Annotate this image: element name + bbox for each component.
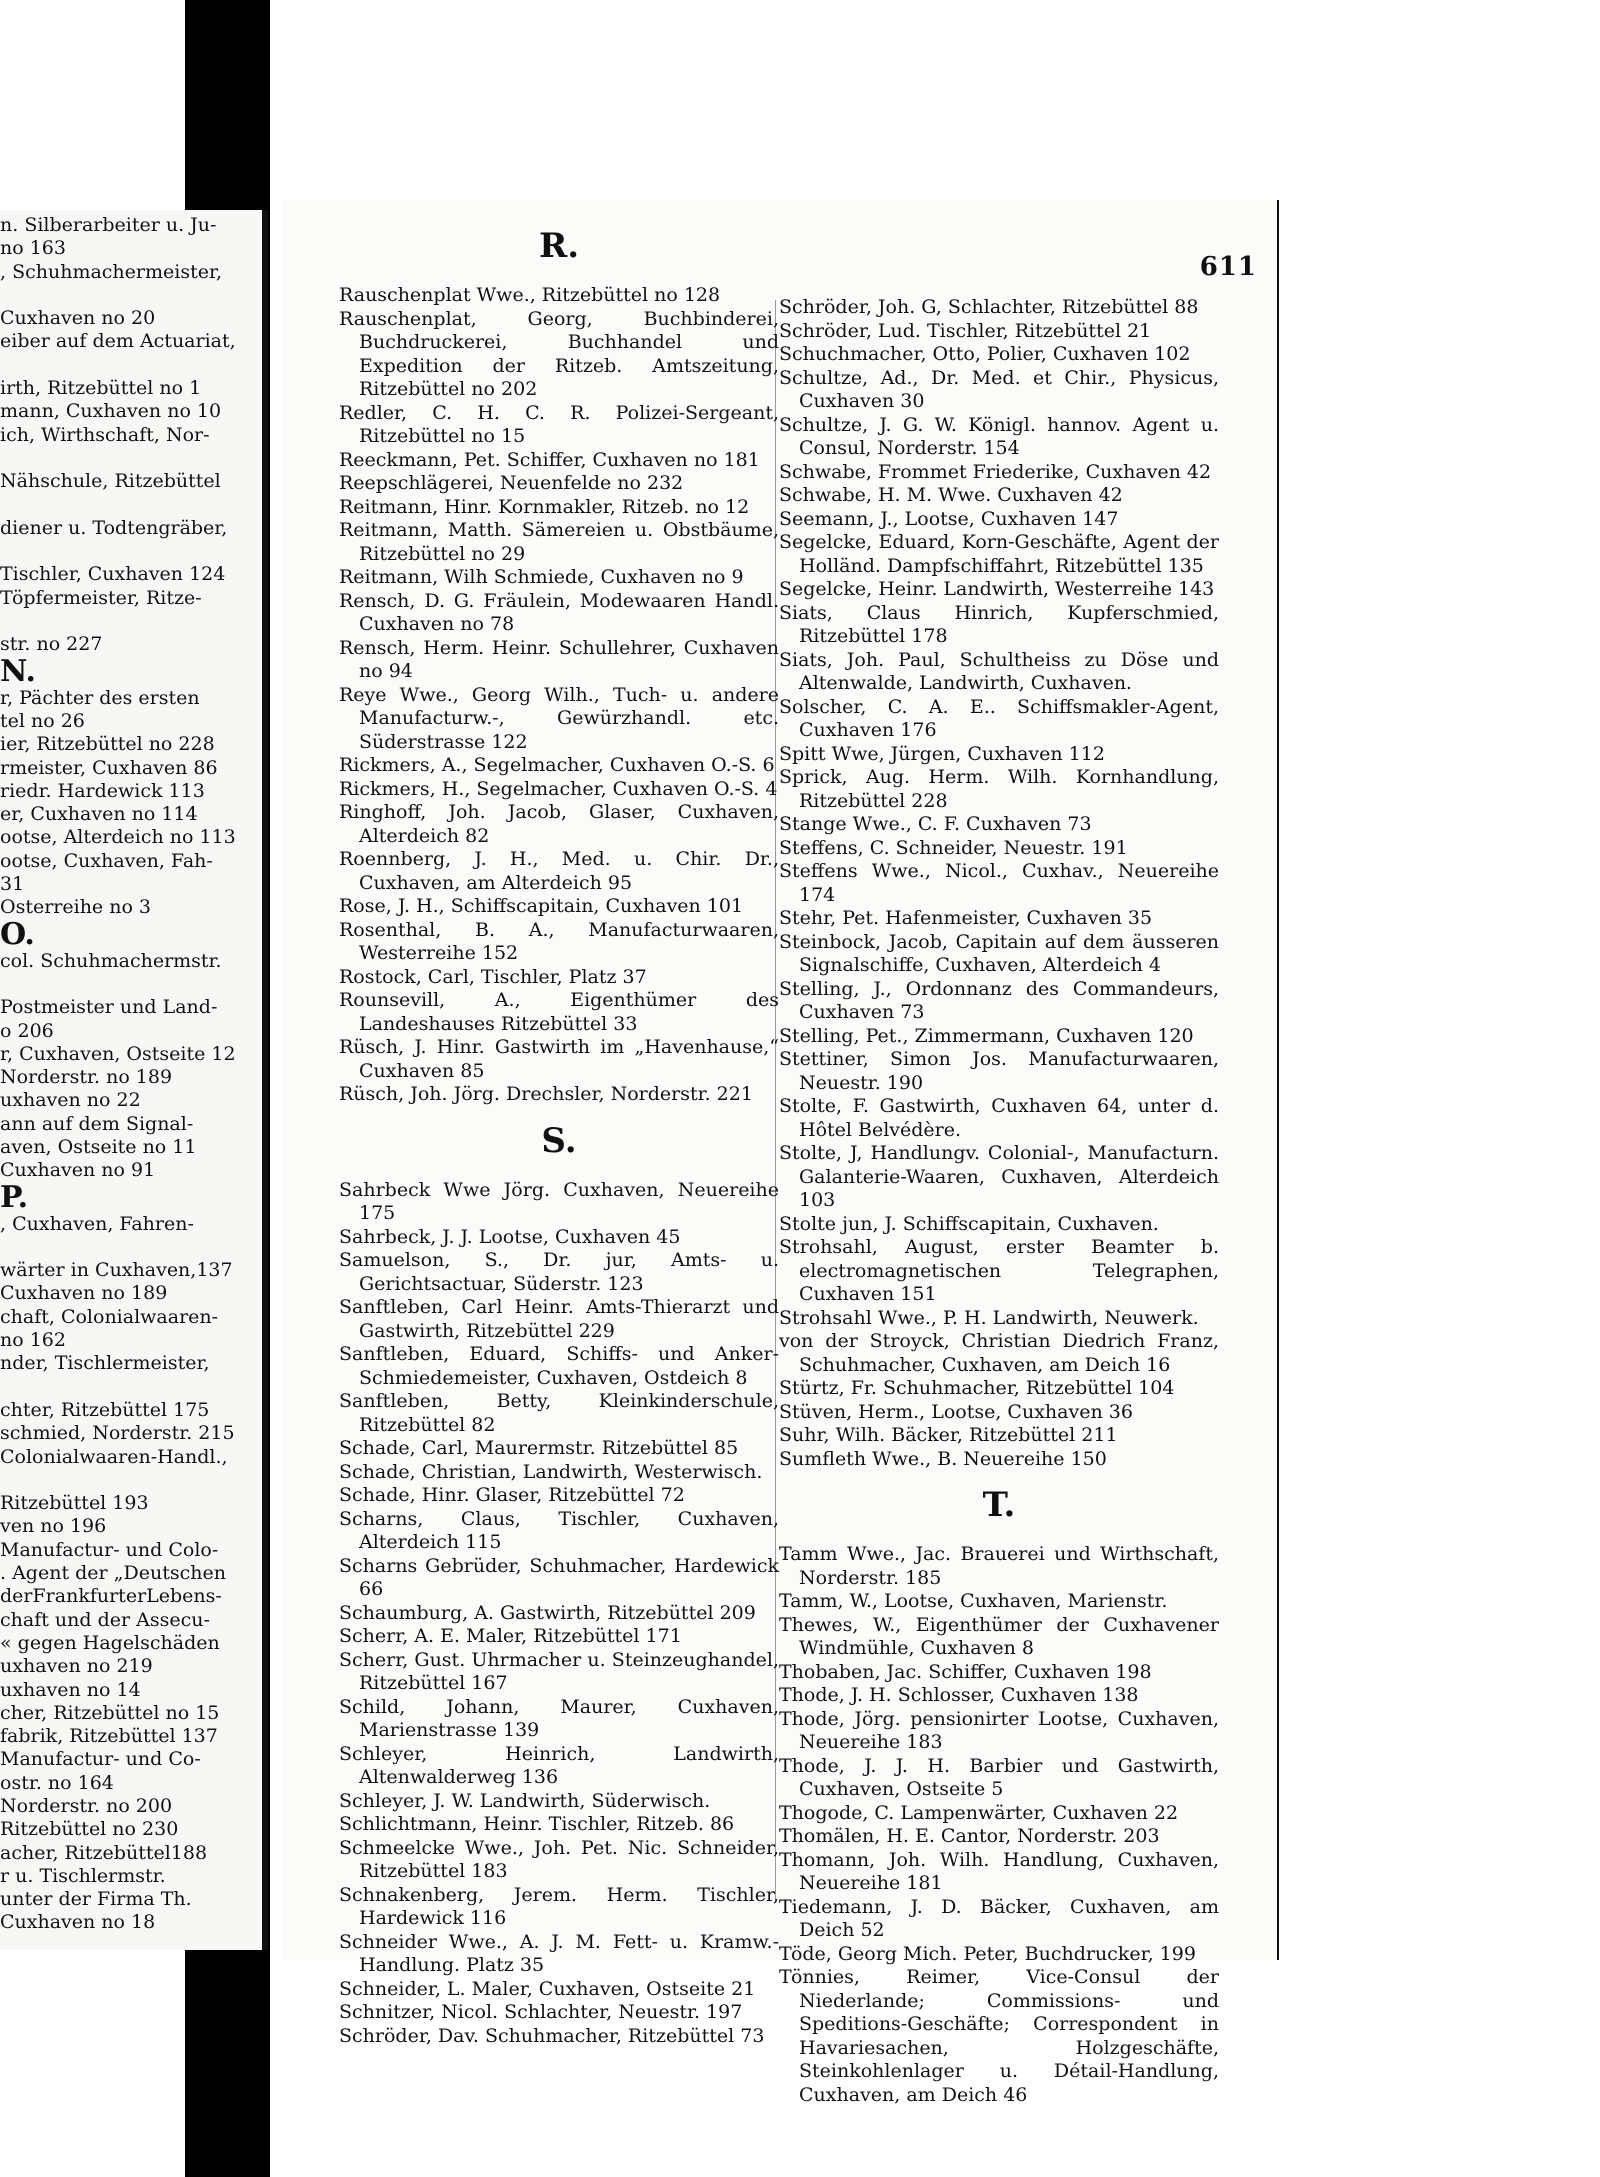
left-page-line: Cuxhaven no 20 <box>0 307 156 330</box>
directory-entry: Tiedemann, J. D. Bäcker, Cuxhaven, am Deich 52 <box>779 1895 1219 1941</box>
directory-entry: Stolte, F. Gastwirth, Cuxhaven 64, unter d. Hôtel Belvédère. <box>779 1095 1219 1141</box>
left-page-line: eiber auf dem Actuariat, <box>0 330 236 353</box>
left-page-line: ootse, Cuxhaven, Fah- <box>0 849 213 872</box>
left-page-line: « gegen Hagelschäden <box>0 1631 220 1654</box>
left-page-line: Cuxhaven no 91 <box>0 1159 156 1182</box>
directory-entry: Rensch, Herm. Heinr. Schullehrer, Cuxhaven no 94 <box>339 636 779 682</box>
section-letter: T. <box>982 1485 1016 1525</box>
left-page-line: O. <box>0 919 35 950</box>
left-page-line: str. no 227 <box>0 633 103 656</box>
directory-entry: Schaumburg, A. Gastwirth, Ritzebüttel 209 <box>339 1601 756 1624</box>
left-page-line: uxhaven no 219 <box>0 1655 153 1678</box>
directory-entry: Schleyer, Heinrich, Landwirth, Altenwalderweg 136 <box>339 1742 779 1788</box>
directory-entry: Ringhoff, Joh. Jacob, Glaser, Cuxhaven, Alterdeich 82 <box>339 801 779 847</box>
column-left <box>339 226 779 2048</box>
directory-entry: Rounsevill, A., Eigenthümer des Landeshauses Ritzebüttel 33 <box>339 989 779 1035</box>
directory-entry: Schade, Carl, Maurermstr. Ritzebüttel 85 <box>339 1437 739 1459</box>
left-page-lines <box>0 214 262 1935</box>
directory-entry: Stelling, J., Ordonnanz des Commandeurs, Cuxhaven 73 <box>779 977 1219 1023</box>
directory-entry: von der Stroyck, Christian Diedrich Franz, Schuhmacher, Cuxhaven, am Deich 16 <box>779 1330 1219 1376</box>
left-page-line: no 162 <box>0 1329 66 1352</box>
left-page-line: ann auf dem Signal- <box>0 1112 194 1135</box>
directory-entry: Siats, Claus Hinrich, Kupferschmied, Ritzebüttel 178 <box>779 601 1219 647</box>
directory-entry: Sprick, Aug. Herm. Wilh. Kornhandlung, Ritzebüttel 228 <box>779 766 1219 812</box>
directory-entry: Thode, Jörg. pensionirter Lootse, Cuxhaven, Neuereihe 183 <box>779 1707 1219 1753</box>
left-page-line: ich, Wirthschaft, Nor- <box>0 423 210 446</box>
directory-entry: Reitmann, Hinr. Kornmakler, Ritzeb. no 12 <box>339 495 750 518</box>
directory-entry: Stolte, J, Handlungv. Colonial-, Manufacturn. Galanterie-Waaren, Cuxhaven, Alterdeich 103 <box>779 1142 1219 1211</box>
directory-entry: Steffens Wwe., Nicol., Cuxhav., Neuereihe 174 <box>779 860 1219 906</box>
left-page-line: Cuxhaven no 189 <box>0 1282 168 1305</box>
directory-entry: Suhr, Wilh. Bäcker, Ritzebüttel 211 <box>779 1424 1118 1446</box>
left-page-line: chaft, Colonialwaaren- <box>0 1305 219 1328</box>
left-page-line: P. <box>0 1182 29 1213</box>
left-page-line: , Schuhmachermeister, <box>0 260 222 283</box>
directory-entry: Sanftleben, Betty, Kleinkinderschule, Ritzebüttel 82 <box>339 1390 779 1436</box>
directory-entry: Steffens, C. Schneider, Neuestr. 191 <box>779 836 1128 859</box>
section-letter: S. <box>541 1120 577 1161</box>
left-page-line: Colonialwaaren-Handl., <box>0 1445 228 1468</box>
left-page-line: Manufactur- und Co- <box>0 1748 201 1771</box>
directory-entry: Reitmann, Matth. Sämereien u. Obstbäume, Ritzebüttel no 29 <box>339 519 779 565</box>
left-page-line: ven no 196 <box>0 1515 107 1538</box>
left-page-line <box>0 610 262 633</box>
left-page-line: rmeister, Cuxhaven 86 <box>0 756 218 779</box>
directory-entry: Rosenthal, B. A., Manufacturwaaren, Westerreihe 152 <box>339 918 779 964</box>
left-page-line: Tischler, Cuxhaven 124 <box>0 563 226 586</box>
left-page-line <box>0 494 262 517</box>
directory-entry: Scharns Gebrüder, Schuhmacher, Hardewick 66 <box>339 1554 779 1600</box>
directory-entry: Rensch, D. G. Fräulein, Modewaaren Handl. Cuxhaven no 78 <box>339 589 779 635</box>
directory-entry: Roennberg, J. H., Med. u. Chir. Dr., Cuxhaven, am Alterdeich 95 <box>339 848 779 894</box>
directory-entry: Reeckmann, Pet. Schiffer, Cuxhaven no 181 <box>339 448 760 471</box>
left-page-line: Töpfermeister, Ritze- <box>0 586 202 609</box>
directory-entry: Reitmann, Wilh Schmiede, Cuxhaven no 9 <box>339 566 744 588</box>
directory-entry: Schnakenberg, Jerem. Herm. Tischler, Hardewick 116 <box>339 1883 779 1929</box>
directory-entry: Rickmers, A., Segelmacher, Cuxhaven O.-S. 6 <box>339 754 775 776</box>
directory-page <box>282 200 1277 2106</box>
left-page-line: Osterreihe no 3 <box>0 896 152 919</box>
directory-entry: Thode, J. J. H. Barbier und Gastwirth, Cuxhaven, Ostseite 5 <box>779 1754 1219 1800</box>
directory-entry: Sahrbeck, J. J. Lootse, Cuxhaven 45 <box>339 1225 681 1248</box>
page-number: 611 <box>1199 252 1257 282</box>
left-page-line: col. Schuhmachermstr. <box>0 949 222 972</box>
left-page-line: er, Cuxhaven no 114 <box>0 803 198 826</box>
directory-entry: Schneider Wwe., A. J. M. Fett- u. Kramw.-Handlung. Platz 35 <box>339 1930 779 1976</box>
left-page-line: mann, Cuxhaven no 10 <box>0 400 222 423</box>
left-page-line: N. <box>0 656 36 687</box>
left-page-line: Ritzebüttel no 230 <box>0 1818 179 1841</box>
directory-entry: Rauschenplat Wwe., Ritzebüttel no 128 <box>339 284 721 306</box>
left-page-line: Nähschule, Ritzebüttel <box>0 470 221 493</box>
left-page-line: no 163 <box>0 237 66 260</box>
left-page-line: Norderstr. no 189 <box>0 1066 173 1089</box>
left-page-line: r, Pächter des ersten <box>0 686 200 709</box>
directory-entry: Stolte jun, J. Schiffscapitain, Cuxhaven. <box>779 1212 1159 1235</box>
left-page-line: Ritzebüttel 193 <box>0 1492 149 1515</box>
directory-entry: Reepschlägerei, Neuenfelde no 232 <box>339 472 684 494</box>
directory-entry: Reye Wwe., Georg Wilh., Tuch- u. andere Manufacturw.-, Gewürzhandl. etc. Süderstrasse 122 <box>339 683 779 753</box>
directory-entry: Stehr, Pet. Hafenmeister, Cuxhaven 35 <box>779 907 1153 929</box>
left-page-line: wärter in Cuxhaven,137 <box>0 1259 233 1282</box>
left-page-line: schmied, Norderstr. 215 <box>0 1422 235 1445</box>
left-page-line: unter der Firma Th. <box>0 1888 192 1911</box>
directory-entry: Rickmers, H., Segelmacher, Cuxhaven O.-S. 4 <box>339 777 778 800</box>
left-page-line: ootse, Alterdeich no 113 <box>0 826 236 849</box>
directory-entry: Schröder, Joh. G, Schlachter, Ritzebüttel 88 <box>779 296 1199 318</box>
directory-entry: Sanftleben, Carl Heinr. Amts-Thierarzt und Gastwirth, Ritzebüttel 229 <box>339 1296 779 1342</box>
left-page-line: r u. Tischlermstr. <box>0 1864 166 1887</box>
directory-entry: Strohsahl Wwe., P. H. Landwirth, Neuwerk. <box>779 1306 1199 1329</box>
directory-entry: Thobaben, Jac. Schiffer, Cuxhaven 198 <box>779 1660 1152 1683</box>
directory-entry: Segelcke, Heinr. Landwirth, Westerreihe 143 <box>779 578 1215 600</box>
directory-entry: Rüsch, J. Hinr. Gastwirth im „Havenhause,“ Cuxhaven 85 <box>339 1036 779 1082</box>
left-page-line: ostr. no 164 <box>0 1771 114 1794</box>
directory-entry: Samuelson, S., Dr. jur, Amts- u. Gerichtsactuar, Süderstr. 123 <box>339 1249 779 1295</box>
directory-entry: Töde, Georg Mich. Peter, Buchdrucker, 199 <box>779 1942 1196 1965</box>
left-page-line: Norderstr. no 200 <box>0 1795 173 1817</box>
left-page-line: Manufactur- und Colo- <box>0 1538 219 1561</box>
left-page-line: tel no 26 <box>0 709 85 732</box>
directory-entry: Solscher, C. A. E.. Schiffsmakler-Agent, Cuxhaven 176 <box>779 695 1219 741</box>
directory-entry: Tönnies, Reimer, Vice-Consul der Niederlande; Commissions- und Speditions-Geschäfte; Correspondent in Havariesachen, Holzgeschäfte, Steinkohlenlager u. Détail-Handlung, Cuxhaven, am Deich 46 <box>779 1966 1219 2106</box>
directory-entry: Schleyer, J. W. Landwirth, Süderwisch. <box>339 1789 711 1812</box>
directory-entry: Tamm Wwe., Jac. Brauerei und Wirthschaft, Norderstr. 185 <box>779 1543 1219 1589</box>
left-page-line: chter, Ritzebüttel 175 <box>0 1398 210 1421</box>
left-page-line: derFrankfurterLebens- <box>0 1585 222 1608</box>
left-page-line: cher, Ritzebüttel no 15 <box>0 1701 220 1724</box>
left-page-line: Postmeister und Land- <box>0 996 218 1019</box>
left-page-line: 31 <box>0 873 25 896</box>
directory-entry: Schultze, Ad., Dr. Med. et Chir., Physicus, Cuxhaven 30 <box>779 366 1219 412</box>
directory-entry: Thode, J. H. Schlosser, Cuxhaven 138 <box>779 1684 1139 1706</box>
directory-entry: Stange Wwe., C. F. Cuxhaven 73 <box>779 813 1092 835</box>
directory-entry: Strohsahl, August, erster Beamter b. electromagnetischen Telegraphen, Cuxhaven 151 <box>779 1236 1219 1305</box>
directory-entry: Rose, J. H., Schiffscapitain, Cuxhaven 101 <box>339 895 744 917</box>
directory-entry: Schröder, Lud. Tischler, Ritzebüttel 21 <box>779 319 1152 342</box>
left-page-fragment <box>0 210 268 1950</box>
directory-entry: Scherr, A. E. Maler, Ritzebüttel 171 <box>339 1625 682 1647</box>
directory-entry: Rostock, Carl, Tischler, Platz 37 <box>339 965 647 988</box>
directory-entry: Scharns, Claus, Tischler, Cuxhaven, Alterdeich 115 <box>339 1507 779 1553</box>
directory-entry: Sanftleben, Eduard, Schiffs- und Anker-Schmiedemeister, Cuxhaven, Ostdeich 8 <box>339 1343 779 1389</box>
directory-entry: Schlichtmann, Heinr. Tischler, Ritzeb. 86 <box>339 1813 735 1835</box>
left-page-line: o 206 <box>0 1019 54 1042</box>
section-letter: R. <box>538 226 580 266</box>
column-right <box>779 296 1219 2107</box>
left-page-line <box>0 354 262 377</box>
directory-entry: Stettiner, Simon Jos. Manufacturwaaren, Neuestr. 190 <box>779 1048 1219 1094</box>
directory-entry: Steinbock, Jacob, Capitain auf dem äusseren Signalschiffe, Cuxhaven, Alterdeich 4 <box>779 930 1219 976</box>
directory-entry: Siats, Joh. Paul, Schultheiss zu Döse und Altenwalde, Landwirth, Cuxhaven. <box>779 648 1219 694</box>
left-page-line <box>0 540 262 563</box>
left-page-line: irth, Ritzebüttel no 1 <box>0 377 202 400</box>
directory-entry: Redler, C. H. C. R. Polizei-Sergeant, Ritzebüttel no 15 <box>339 401 779 447</box>
directory-entry: Spitt Wwe, Jürgen, Cuxhaven 112 <box>779 742 1105 765</box>
directory-entry: Rüsch, Joh. Jörg. Drechsler, Norderstr. 221 <box>339 1083 753 1105</box>
directory-entry: Schnitzer, Nicol. Schlachter, Neuestr. 197 <box>339 2001 743 2023</box>
left-page-line: uxhaven no 14 <box>0 1678 141 1701</box>
directory-entry: Thomann, Joh. Wilh. Handlung, Cuxhaven, Neuereihe 181 <box>779 1848 1219 1894</box>
directory-entry: Scherr, Gust. Uhrmacher u. Steinzeughandel, Ritzebüttel 167 <box>339 1648 779 1694</box>
directory-entry: Schade, Christian, Landwirth, Westerwisch. <box>339 1460 763 1483</box>
directory-entry: Schultze, J. G. W. Königl. hannov. Agent u. Consul, Norderstr. 154 <box>779 413 1219 459</box>
left-page-line: acher, Ritzebüttel188 <box>0 1841 208 1864</box>
left-page-line: r, Cuxhaven, Ostseite 12 <box>0 1042 236 1065</box>
left-page-line <box>0 447 262 470</box>
directory-entry: Segelcke, Eduard, Korn-Geschäfte, Agent der Holländ. Dampfschiffahrt, Ritzebüttel 135 <box>779 531 1219 577</box>
directory-entry: Schade, Hinr. Glaser, Ritzebüttel 72 <box>339 1484 685 1506</box>
left-page-line: chaft und der Assecu- <box>0 1608 210 1631</box>
left-page-line <box>0 1469 262 1492</box>
left-page-line <box>0 1236 262 1259</box>
left-page-line: ier, Ritzebüttel no 228 <box>0 733 215 756</box>
directory-entry: Schwabe, H. M. Wwe. Cuxhaven 42 <box>779 484 1123 506</box>
directory-entry: Schmeelcke Wwe., Joh. Pet. Nic. Schneider, Ritzebüttel 183 <box>339 1836 779 1882</box>
directory-entry: Thewes, W., Eigenthümer der Cuxhavener Windmühle, Cuxhaven 8 <box>779 1613 1219 1659</box>
directory-entry: Stelling, Pet., Zimmermann, Cuxhaven 120 <box>779 1024 1194 1047</box>
directory-entry: Schuchmacher, Otto, Polier, Cuxhaven 102 <box>779 343 1191 365</box>
directory-entry: Rauschenplat, Georg, Buchbinderei, Buchdruckerei, Buchhandel und Expedition der Ritzeb. Amtszeitung, Ritzebüttel no 202 <box>339 307 779 400</box>
directory-entry: Thogode, C. Lampenwärter, Cuxhaven 22 <box>779 1801 1179 1824</box>
left-page-line: nder, Tischlermeister, <box>0 1352 210 1375</box>
directory-entry: Schneider, L. Maler, Cuxhaven, Ostseite 21 <box>339 1977 756 2000</box>
left-page-line: n. Silberarbeiter u. Ju- <box>0 214 217 236</box>
left-page-line: , Cuxhaven, Fahren- <box>0 1212 194 1235</box>
directory-entry: Sahrbeck Wwe Jörg. Cuxhaven, Neuereihe 175 <box>339 1178 779 1224</box>
left-page-line: uxhaven no 22 <box>0 1089 141 1112</box>
left-page-line <box>0 1376 262 1399</box>
directory-entry: Stüven, Herm., Lootse, Cuxhaven 36 <box>779 1400 1133 1423</box>
directory-entry: Seemann, J., Lootse, Cuxhaven 147 <box>779 507 1119 530</box>
left-page-line <box>0 284 262 307</box>
left-page-line: diener u. Todtengräber, <box>0 516 228 539</box>
left-page-line: fabrik, Ritzebüttel 137 <box>0 1725 218 1748</box>
directory-entry: Schröder, Dav. Schuhmacher, Ritzebüttel 73 <box>339 2024 765 2047</box>
directory-entry: Schwabe, Frommet Friederike, Cuxhaven 42 <box>779 460 1212 483</box>
directory-entry: Tamm, W., Lootse, Cuxhaven, Marienstr. <box>779 1590 1168 1612</box>
left-page-line <box>0 973 262 996</box>
left-page-line: . Agent der „Deutschen <box>0 1562 226 1585</box>
directory-entry: Thomälen, H. E. Cantor, Norderstr. 203 <box>779 1825 1160 1847</box>
directory-entry: Stürtz, Fr. Schuhmacher, Ritzebüttel 104 <box>779 1377 1175 1399</box>
directory-entry: Sumfleth Wwe., B. Neuereihe 150 <box>779 1447 1107 1470</box>
left-page-line: aven, Ostseite no 11 <box>0 1135 197 1158</box>
left-page-line: riedr. Hardewick 113 <box>0 779 205 802</box>
left-page-line: Cuxhaven no 18 <box>0 1911 156 1934</box>
directory-entry: Schild, Johann, Maurer, Cuxhaven, Marienstrasse 139 <box>339 1695 779 1741</box>
